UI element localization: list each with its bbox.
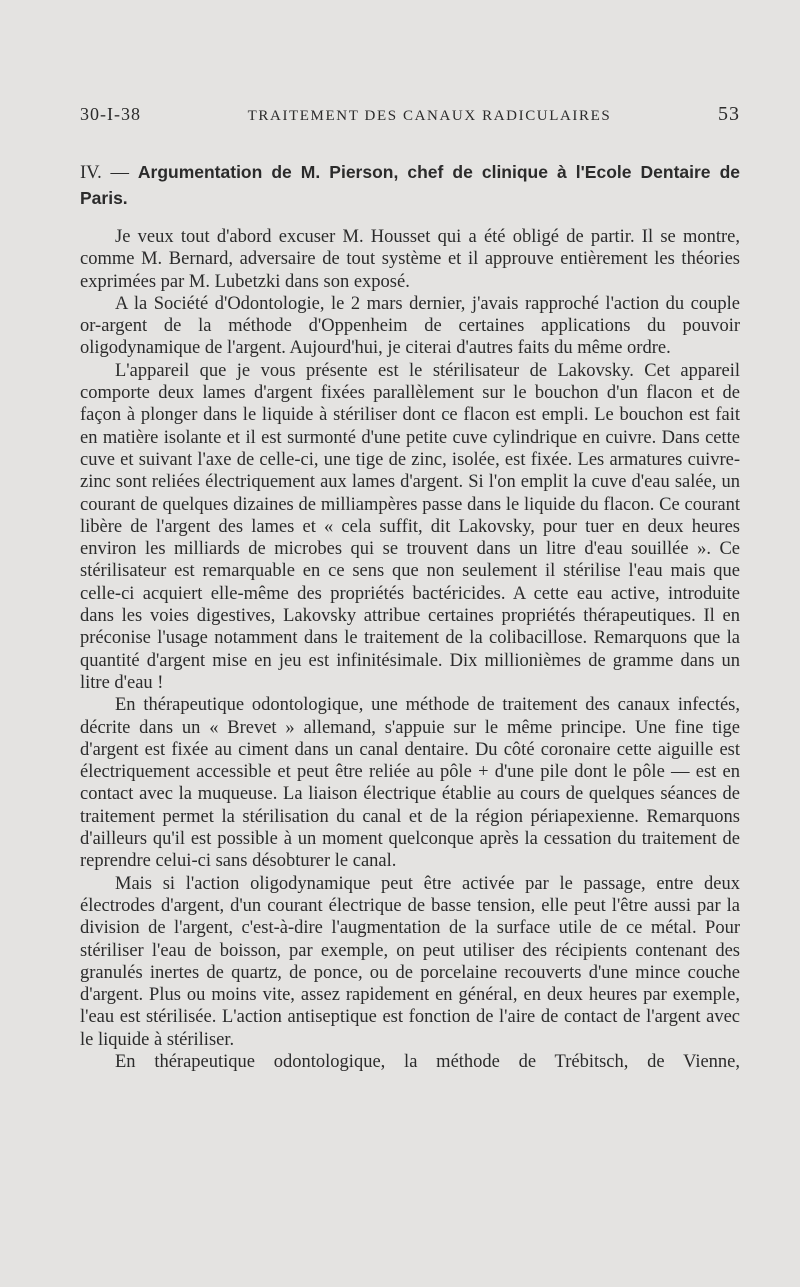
- paragraph: Je veux tout d'abord excuser M. Housset qui a été obligé de partir. Il se montre, comme M. Bernard, adversaire de tout système et il approuve entièrement les théories exprimées par M. Lubetzki dans son exposé.: [80, 227, 740, 292]
- body-text: [80, 226, 740, 1073]
- header-date: 30-I-38: [80, 104, 141, 124]
- paragraph: L'appareil que je vous présente est le stérilisateur de Lakovsky. Cet appareil comporte deux lames d'argent fixées parallèlement sur le bouchon d'un flacon et de façon à plonger dans le liquide à stériliser dont ce flacon est empli. Le bouchon est fait en matière isolante et il est surmonté d'une petite cuve cylindrique en cuivre. Dans cette cuve et suivant l'axe de celle-ci, une tige de zinc, isolée, est fixée. Les armatures cuivre-zinc sont reliées électriquement aux lames d'argent. Si l'on emplit la cuve d'eau salée, un courant de quelques dizaines de milliampères passe dans le liquide du flacon. Ce courant libère de l'argent des lames et « cela suffit, dit Lakovsky, pour tuer en deux heures environ les milliards de microbes qui se trouvent dans un litre d'eau souillée ». Ce stérilisateur est remarquable en ce sens que non seulement il stérilise l'eau mais que celle-ci acquiert elle-même des propriétés bactéricides. A cette eau active, introduite dans les voies digestives, Lakovsky attribue certaines propriétés thérapeutiques. Il en préconise l'usage notamment dans le traitement de la colibacillose. Remarquons que la quantité d'argent mise en jeu est infinitésimale. Dix millionièmes de gramme dans un litre d'eau !: [80, 360, 740, 693]
- running-header: [80, 103, 740, 126]
- section-number: IV. —: [80, 163, 130, 183]
- section-title: Argumentation de M. Pierson, chef de clinique à l'Ecole Dentaire de Paris.: [80, 162, 740, 208]
- paragraph: En thérapeutique odontologique, une méthode de traitement des canaux infectés, décrite dans un « Brevet » allemand, s'appuie sur le même principe. Une fine tige d'argent est fixée au ciment dans un canal dentaire. Du côté coronaire cette aiguille est électriquement accessible et peut être reliée au pôle + d'une pile dont le pôle — est en contact avec la muqueuse. La liaison électrique établie au cours de quelques séances de traitement permet la stérilisation du canal et de la région périapexienne. Remarquons d'ailleurs qu'il est possible à un moment quelconque après la cessation du traitement de reprendre celui-ci sans désobturer le canal.: [80, 695, 740, 872]
- section-heading: [80, 160, 740, 212]
- paragraph: Mais si l'action oligodynamique peut être activée par le passage, entre deux électrodes d'argent, d'un courant électrique de basse tension, elle peut l'être aussi par la division de l'argent, c'est-à-dire l'augmentation de la surface utile de ce métal. Pour stériliser l'eau de boisson, par exemple, on peut utiliser des récipients contenant des granulés inertes de quartz, de ponce, ou de porcelaine recouverts d'une mince couche d'argent. Plus ou moins vite, assez rapidement en général, en deux heures par exemple, l'eau est stérilisée. L'action antiseptique est fonction de l'aire de contact de l'argent avec le liquide à stériliser.: [80, 873, 740, 1050]
- paragraph: En thérapeutique odontologique, la méthode de Trébitsch, de Vienne,: [115, 1051, 740, 1072]
- paragraph: A la Société d'Odontologie, le 2 mars dernier, j'avais rapproché l'action du couple or-argent de la méthode d'Oppenheim de certaines applications du pouvoir oligodynamique de l'argent. Aujourd'hui, je citerai d'autres faits du même ordre.: [80, 293, 740, 359]
- page-number: 53: [718, 103, 740, 125]
- header-title: TRAITEMENT DES CANAUX RADICULAIRES: [247, 108, 612, 124]
